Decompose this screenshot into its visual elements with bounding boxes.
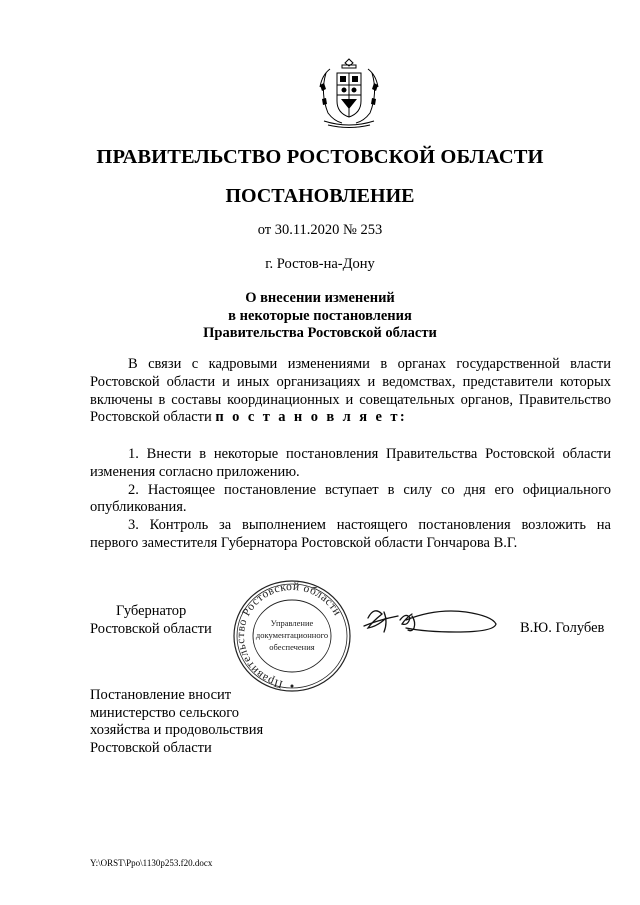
seal-center-line: обеспечения	[269, 642, 315, 652]
signatory-title-line: Губернатор	[116, 603, 187, 619]
city-name: г. Ростов-на-Дону	[265, 256, 375, 272]
decree-items	[90, 446, 611, 553]
signatory-title-line: Ростовской области	[90, 620, 212, 637]
submitter-line: министерство сельского	[90, 704, 240, 721]
seal-center-line: документационного	[255, 630, 329, 640]
government-title: ПРАВИТЕЛЬСТВО РОСТОВСКОЙ ОБЛАСТИ	[96, 146, 544, 168]
official-seal	[229, 578, 355, 696]
seal-center-line: Управление	[270, 618, 314, 628]
submitter-block	[90, 687, 263, 757]
subject-line: в некоторые постановления	[228, 307, 412, 324]
subject-line: О внесении изменений	[245, 290, 395, 306]
signatory-title	[90, 603, 212, 638]
document-type-title: ПОСТАНОВЛЕНИЕ	[225, 185, 415, 207]
coat-of-arms-icon	[314, 55, 384, 130]
intro-paragraph	[90, 356, 611, 427]
signatory-name: В.Ю. Голубев	[520, 620, 605, 636]
document-subject	[0, 290, 640, 343]
date-and-number: от 30.11.2020 № 253	[257, 222, 383, 238]
file-path-footer: Y:\ORST\Ppo\1130p253.f20.docx	[90, 858, 213, 868]
decree-item: 3. Контроль за выполнением настоящего постановления возложить на первого заместителя Губернатора Ростовской области Гончарова В.Г.	[90, 517, 611, 551]
submitter-line: хозяйства и продовольствия	[90, 722, 264, 738]
submitter-line: Постановление вносит	[90, 687, 232, 703]
decree-item: 1. Внести в некоторые постановления Правительства Ростовской области изменения согласно приложению.	[90, 446, 611, 480]
resolves-phrase: п о с т а н о в л я е т:	[215, 409, 408, 426]
intro-text: В связи с кадровыми изменениями в органах государственной власти Ростовской области и иных организациях и ведомствах, представители которых включены в составы координационных и совещательных органов, Правительство Ростовской области	[90, 356, 611, 426]
decree-item: 2. Настоящее постановление вступает в силу со дня его официального опубликования.	[90, 481, 611, 516]
handwritten-signature	[360, 598, 500, 644]
seal-ring-text: Правительство Ростовской области	[234, 580, 344, 691]
submitter-line: Ростовской области	[90, 739, 212, 756]
subject-line: Правительства Ростовской области	[203, 325, 437, 341]
